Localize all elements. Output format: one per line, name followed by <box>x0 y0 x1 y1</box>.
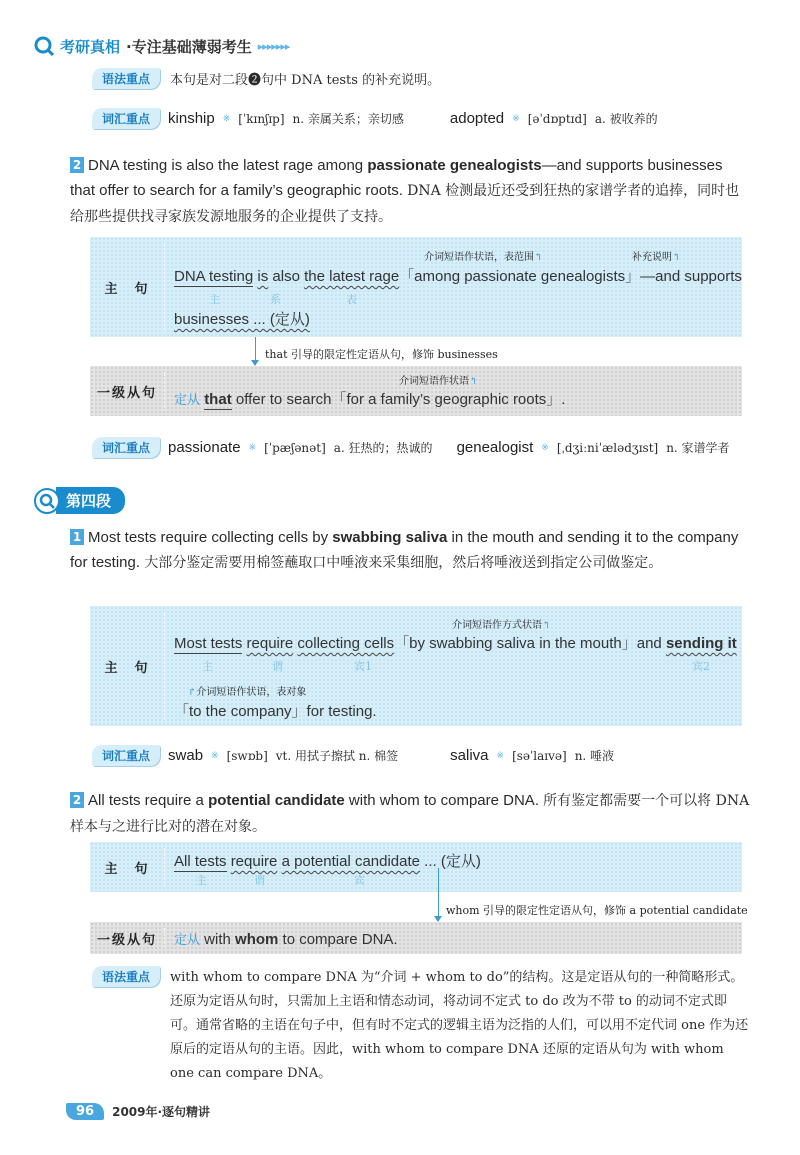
main-clause-box <box>90 237 742 337</box>
vocab-definition: n. 亲属关系；亲切感 <box>292 112 404 126</box>
main-sentence: All tests require a potential candidate ... (定从) <box>174 853 481 870</box>
brand-name: 考研真相 <box>60 37 121 56</box>
vocab-definition: vt. 用拭子擦拭 n. 棉签 <box>275 749 399 763</box>
vocab-word: saliva <box>450 747 489 764</box>
star-icon: ※ <box>248 442 257 453</box>
main-sentence-cont: 「to the company」for testing. <box>174 703 377 720</box>
section-title: 第四段 <box>56 487 125 514</box>
sub-clause-box <box>90 922 742 954</box>
vocab-word: genealogist <box>456 439 534 456</box>
vocab-note-1 <box>92 108 658 129</box>
grammar-text: with whom to compare DNA 为“介词 + whom to do”的结构。这是定语从句的一种简略形式。还原为定语从句时，只需加上主语和情态动词，将动词不定式 to do 改为不带 to 的动词不定式即可。通常省略的主语在句子中，但有时不定式的逻辑主语为泛指的人们，可以用不定代词 one 作为还原后的定语从句的主语。因此，with whom to compare DNA 还原的定语从句为 with whom one can compare DNA。 <box>170 970 749 1081</box>
vocab-note-2 <box>92 437 730 458</box>
annotation-note: 介词短语作方式状语↰ <box>452 620 551 631</box>
link-note: whom 引导的限定性定语从句，修饰 a potential candidate <box>446 904 748 917</box>
star-icon: ※ <box>512 113 520 124</box>
sentence-number: 2 <box>70 157 84 173</box>
search-logo-icon <box>34 36 54 56</box>
section-header <box>34 487 125 514</box>
key-phrase: potential candidate <box>208 792 345 809</box>
vocab-phonetic: [ˈkɪnʃɪp] <box>238 111 285 126</box>
star-icon: ※ <box>541 442 549 453</box>
vocab-phonetic: [swɒb] <box>226 748 268 763</box>
sentence-paragraph: 1 Most tests require collecting cells by swabbing saliva in the mouth and sending it to the company for testing. 大部分鉴定需要用棉签蘸取口中唾液来采集细胞，然后将唾液送到指定公司做鉴定。 <box>70 529 739 571</box>
vocab-definition: a. 被收养的 <box>594 112 658 126</box>
grammar-note-1 <box>92 68 440 89</box>
main-sentence-cont: businesses ... (定从) <box>174 311 310 328</box>
vocab-word: swab <box>168 747 204 764</box>
page-header <box>34 34 289 58</box>
grammar-text: 本句是对二段❷句中 DNA tests 的补充说明。 <box>170 73 441 88</box>
footer-title: 2009年·逐句精讲 <box>112 1105 211 1119</box>
role-tag-object: 宾 <box>354 874 365 887</box>
main-sentence: Most tests require collecting cells「by swabbing saliva in the mouth」and sending it <box>174 635 737 652</box>
vocab-definition: a. 狂热的；热诚的 <box>333 441 433 455</box>
sub-sentence: 定从 that offer to search「for a family’s geographic roots」. <box>174 391 566 408</box>
sentence-paragraph: 2 All tests require a potential candidate with whom to compare DNA. 所有鉴定都需要一个可以将 DNA 样本与之进行比对的潜在对象。 <box>70 792 750 835</box>
star-icon: ※ <box>496 750 505 761</box>
arrows-decoration: ▸▸▸▸▸▸▸ <box>257 39 290 53</box>
key-phrase: swabbing saliva <box>332 529 448 546</box>
vocab-label: 词汇重点 <box>92 108 160 129</box>
brand-slogan: ·专注基础薄弱考生 <box>126 37 252 56</box>
grammar-label: 语法重点 <box>92 966 160 987</box>
vocab-definition: n. 家谱学者 <box>666 441 730 455</box>
vocab-note-3 <box>92 745 614 766</box>
translation: 大部分鉴定需要用棉签蘸取口中唾液来采集细胞，然后将唾液送到指定公司做鉴定。 <box>144 555 663 571</box>
role-tag-verb: 系 <box>270 293 281 306</box>
vocab-label: 词汇重点 <box>92 437 160 458</box>
annotation-note: ↱介词短语作状语，表对象 <box>188 687 307 698</box>
box-label: 主 句 <box>104 861 150 877</box>
page-footer <box>66 1103 210 1120</box>
annotation-note: 补充说明↰ <box>632 252 681 263</box>
role-tag-subject: 主 <box>202 660 213 673</box>
vocab-phonetic: [səˈlaɪvə] <box>512 748 567 763</box>
grammar-note-2 <box>92 966 752 1086</box>
vocab-word: passionate <box>168 439 241 456</box>
translation: DNA 检测最近还受到狂热的家谱学者的追捧，同时也给那些提供找寻家族发源地服务的企业提供了支持。 <box>70 183 740 225</box>
link-note: that 引导的限定性定语从句，修饰 businesses <box>265 348 498 361</box>
annotation-note: 介词短语作状语↰ <box>399 376 478 387</box>
role-tag-subject: 主 <box>196 874 207 887</box>
star-icon: ※ <box>222 113 231 124</box>
sentence-paragraph: 2 DNA testing is also the latest rage among passionate genealogists—and supports businesses that offer to search for a family’s geographic roots. DNA 检测最近还受到狂热的家谱学者的追捧，同时也给那些提供找寻家族发源地服务的企业提供了支持。 <box>70 157 740 225</box>
sub-clause-box <box>90 366 742 416</box>
main-clause-box <box>90 842 742 892</box>
sentence-number: 2 <box>70 792 84 808</box>
translation: 所有鉴定都需要一个可以将 DNA 样本与之进行比对的潜在对象。 <box>70 793 750 835</box>
role-tag-verb: 谓 <box>272 660 283 673</box>
star-icon: ※ <box>211 750 219 761</box>
annotation-note: 介词短语作状语，表范围↰ <box>424 252 543 263</box>
role-tag-object2: 宾2 <box>692 660 710 673</box>
box-label: 一级从句 <box>96 385 157 401</box>
search-icon <box>34 488 60 514</box>
grammar-label: 语法重点 <box>92 68 160 89</box>
sub-sentence: 定从 with whom to compare DNA. <box>174 931 398 948</box>
box-label: 主 句 <box>104 281 150 297</box>
vocab-label: 词汇重点 <box>92 745 160 766</box>
vocab-phonetic: [ˌdʒiːniˈælədʒɪst] <box>556 440 659 455</box>
role-tag-object1: 宾1 <box>354 660 372 673</box>
sentence-number: 1 <box>70 529 84 545</box>
main-sentence: DNA testing is also the latest rage「among passionate genealogists」—and supports <box>174 268 742 285</box>
role-tag-subject: 主 <box>209 293 220 306</box>
key-phrase: passionate genealogists <box>367 157 542 174</box>
vocab-definition: n. 唾液 <box>574 749 615 763</box>
role-tag-verb: 谓 <box>254 874 265 887</box>
vocab-phonetic: [əˈdɒptɪd] <box>527 111 587 126</box>
page-number: 96 <box>66 1103 104 1120</box>
box-label: 主 句 <box>104 660 150 676</box>
vocab-word: adopted <box>449 110 505 127</box>
box-label: 一级从句 <box>96 932 157 948</box>
main-clause-box <box>90 606 742 726</box>
vocab-phonetic: [ˈpæʃənət] <box>264 440 326 455</box>
vocab-word: kinship <box>168 110 215 127</box>
role-tag-predicative: 表 <box>346 293 357 306</box>
